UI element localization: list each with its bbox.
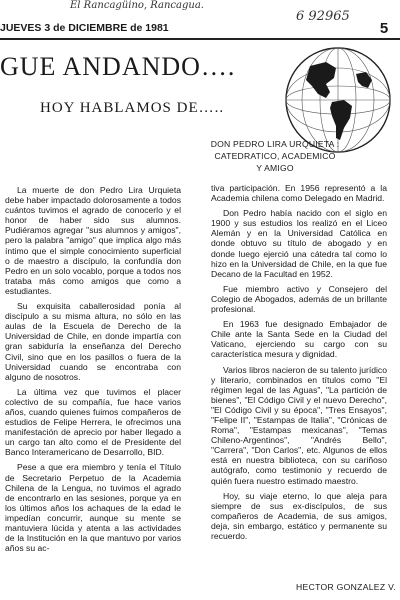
byline-line: DON PEDRO LIRA URQUIETA :: [210, 139, 340, 149]
paragraph: La última vez que tuvimos el placer colectivo de su compañía, fue hace varios años, cuando quienes fuimos compañeros de estudios de Felipe Herrera, le ofrecimos una manifestación de aprecio por haber llegado a un cargo tan alto como el de Presidente del Banco Interamericano de Desarrollo, BID.: [5, 386, 181, 458]
header-rule: [0, 38, 400, 40]
headline: GUE ANDANDO….: [0, 52, 236, 81]
page-number: 5: [379, 20, 389, 37]
handwritten-archive-number: 6 92965: [296, 9, 350, 24]
subheadline: HOY HABLAMOS DE…..: [40, 100, 225, 116]
handwritten-source-note: El Rancagüino, Rancagua.: [70, 0, 204, 11]
paragraph: Varios libros nacieron de su talento jurídico y literario, combinados en títulos como "El régimen legal de las Aguas", "La partición de bienes", "El Código Civil y el nuevo Derecho", "El Código Civil y su época", "Tres Ensayos", "Felipe II", "Estampas de Italia", "Crónicas de Roma", "Estampas mexicanas", "Temas Chileno-Argentinos", "Andrés Bello", "Carrera", "Don Carlos", etc. Algunos de ellos está en nuestra biblioteca, con su cariñoso autógrafo, como testimonio y recuerdo de quién fuera nuestro estimado maestro.: [211, 364, 387, 486]
byline-line: Y AMIGO: [256, 163, 294, 173]
paragraph: En 1963 fue designado Embajador de Chile ante la Santa Sede en la Ciudad del Vaticano, ejerciendo su cargo con su característica mesura y dignidad.: [211, 319, 387, 360]
paragraph: Pese a que era miembro y tenía el Título de Secretario Perpetuo de la Academia Chilena de la Lengua, no tuvimos el agrado de encontrarlo en las sesiones, porque ya en los últimos años los achaques de la edad le impedían concurrir, aunque su mente se mantuviera lúcida y atenta a las actividades de la Institución en la que mantuvo por varios años su ac-: [5, 462, 181, 554]
byline-line: CATEDRATICO, ACADEMICO: [214, 151, 336, 161]
paragraph: Su exquisita caballerosidad ponía al discípulo a su misma altura, no sólo en las aulas de la Escuela de Derecho de la Universidad de Chile, en donde impartía con gran sabiduría la enseñanza del Derecho Civil, sino que en los pasillos o fuera de la Universidad cuando se encontraba con alguno de nosotros.: [5, 301, 181, 382]
paragraph: Don Pedro había nacido con el siglo en 1900 y sus estudios los realizó en el Liceo Alemán y en la Universidad Católica en donde obtuvo su título de abogado y en donde luego ejerció una cátedra tal como lo hizo en la Universidad de Chile, en la que fue Decano de la Facultad en 1952.: [211, 208, 387, 279]
byline: [180, 138, 370, 186]
author-signature: HECTOR GONZALEZ V.: [296, 582, 396, 592]
left-column: [5, 185, 181, 558]
paragraph: Fue miembro activo y Consejero del Colegio de Abogados, además de un brillante profesional.: [211, 283, 387, 315]
dateline: JUEVES 3 de DICIEMBRE de 1981: [0, 22, 169, 34]
right-column: [211, 183, 387, 546]
paragraph: Hoy, su viaje eterno, lo que aleja para siempre de sus ex-discípulos, de sus compañeros de Academia, de sus amigos, deja, sin embargo, estático y permanente su recuerdo.: [211, 490, 387, 541]
paragraph: tiva participación. En 1956 representó a la Academia chilena como Delegado en Madrid.: [211, 183, 387, 204]
paragraph: La muerte de don Pedro Lira Urquieta debe haber impactado dolorosamente a todos cuántos tuvimos el agrado de conocerlo y el honor de haber sido sus alumnos. Pudiéramos agregar "sus alumnos y amigos", pero la palabra "amigo" que implica algo más íntimo que el simple conocimiento superficial o de maestro a discípulo, la confundía don Pedro en un solo vocablo, porque a todos nos trataba más como amigos que como a estudiantes.: [5, 185, 181, 296]
